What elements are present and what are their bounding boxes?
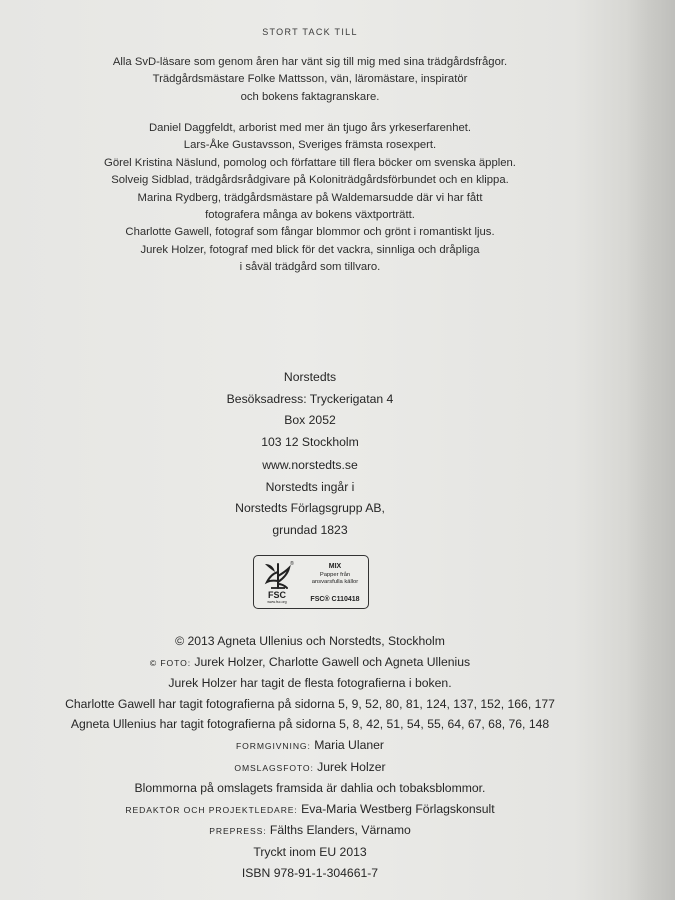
thanks-line: Daniel Daggfeldt, arborist med mer än tjugo års yrkeserfarenhet. [148,122,472,134]
page-gutter-shadow [627,0,675,900]
formgivning-line [0,735,620,757]
address-line: Box 2052 [284,413,336,428]
fsc-mix-label: MIX [328,563,342,570]
thanks-line: Lars-Åke Gustavsson, Sveriges främsta rosexpert. [183,139,437,152]
omslagsfoto-line [0,757,620,779]
fsc-logo-url: www.fsc.org [267,600,287,604]
formgivning-label: FORMGIVNING: [236,740,311,751]
thanks-line: Trädgårdsmästare Folke Mattsson, vän, läromästare, inspiratör [152,73,468,86]
thanks-line: fotografera många av bokens växtporträtt. [205,209,415,222]
thanks-intro [0,54,620,106]
holzer-credit-line: Jurek Holzer har tagit de flesta fotografierna i boken. [168,676,452,691]
fsc-registered-mark: ® [290,561,294,567]
thanks-line: Marina Rydberg, trädgårdsmästare på Waldemarsudde där vi har fått [137,191,483,204]
fsc-tree-logo-icon [259,560,297,604]
fsc-logo-text: FSC [268,590,286,600]
page-heading: STORT TACK TILL [262,27,358,37]
fsc-license-code: FSC® C110418 [310,596,360,603]
omslagsfoto-value: Jurek Holzer [313,759,386,774]
prepress-line [0,820,620,842]
gawell-credit-line: Charlotte Gawell har tagit fotografierna på sidorna 5, 9, 52, 80, 81, 124, 137, 152, 166, 177 [65,696,555,711]
prepress-value: Fälths Elanders, Värnamo [266,823,411,838]
redaktor-label: REDAKTÖR OCH PROJEKTLEDARE: [125,804,298,815]
fsc-papper-line: ansvarsfulla källor [311,578,359,585]
prepress-label: PREPRESS: [209,826,267,837]
isbn-line: ISBN 978-91-1-304661-7 [241,865,379,880]
foto-value: Jurek Holzer, Charlotte Gawell och Agneta Ullenius [191,654,471,669]
copyright-line: © 2013 Agneta Ullenius och Norstedts, Stockholm [175,634,445,648]
fsc-label-box [253,555,369,609]
omslagsfoto-label: OMSLAGSFOTO: [234,762,314,773]
address-line: Norstedts [283,370,337,384]
foto-label: © FOTO: [149,657,191,668]
thanks-line: Solveig Sidblad, trädgårdsrådgivare på Koloniträdgårdsförbundet och en klippa. [111,174,509,187]
thanks-line: Jurek Holzer, fotograf med blick för det vackra, sinnliga och dråpliga [140,243,480,256]
printed-line: Tryckt inom EU 2013 [253,844,367,859]
fsc-papper-text [303,572,367,585]
thanks-line: och bokens faktagranskare. [240,90,380,103]
publisher-info [0,455,620,541]
thanks-line: Charlotte Gawell, fotograf som fångar blommor och grönt i romantiskt ljus. [125,226,495,239]
publisher-info-line: Norstedts Förlagsgrupp AB, [235,501,385,516]
cover-note-line: Blommorna på omslagets framsida är dahlia och tobaksblommor. [134,781,486,796]
credits-block [0,631,620,883]
publisher-info-line: Norstedts ingår i [265,479,355,494]
thanks-line: i såväl trädgård som tillvaro. [239,261,381,274]
redaktor-value: Eva-Maria Westberg Förlagskonsult [297,801,495,816]
formgivning-value: Maria Ulaner [310,737,384,752]
thanks-line: Görel Kristina Näslund, pomolog och författare till flera böcker om svenska äpplen. [104,156,516,169]
thanks-people [0,120,620,277]
fsc-papper-line: Papper från [319,572,351,578]
ullenius-credit-line: Agneta Ullenius har tagit fotografierna på sidorna 5, 8, 42, 51, 54, 55, 64, 67, 68, 76, 148 [70,717,550,732]
redaktor-line [0,799,620,821]
publisher-website: www.norstedts.se [262,458,358,472]
publisher-info-line: grundad 1823 [272,522,348,537]
address-line: 103 12 Stockholm [261,434,359,449]
publisher-address [0,367,620,453]
photo-credit-line [0,652,620,674]
address-line: Besöksadress: Tryckerigatan 4 [226,391,394,406]
thanks-line: Alla SvD-läsare som genom åren har vänt sig till mig med sina trädgårdsfrågor. [112,56,508,68]
